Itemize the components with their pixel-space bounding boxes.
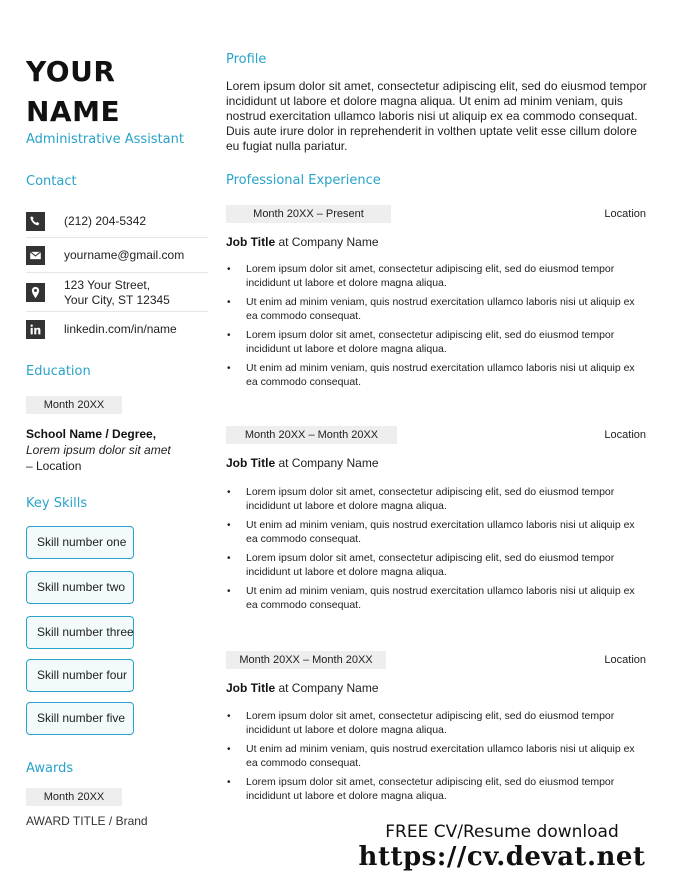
skill-tag: Skill number one <box>26 526 134 559</box>
list-item: • Ut enim ad minim veniam, quis nostrud exercitation ullamco laboris nisi ut aliquip ex ea commodo consequat. <box>226 362 648 389</box>
job-header <box>226 651 648 669</box>
job-title-line <box>226 456 379 470</box>
contact-address <box>26 274 208 312</box>
award-date: Month 20XX <box>26 788 122 806</box>
skill-tag: Skill number five <box>26 702 134 735</box>
contact-address-text <box>64 278 170 308</box>
job-company: at Company Name <box>275 681 379 695</box>
profile-heading: Profile <box>226 52 267 67</box>
education-entry <box>26 426 171 474</box>
candidate-name <box>26 52 120 132</box>
job-header <box>226 426 648 444</box>
skill-tag: Skill number two <box>26 571 134 604</box>
contact-phone-text: (212) 204-5342 <box>64 214 147 228</box>
watermark-caption: FREE CV/Resume download <box>385 822 619 842</box>
job-date: Month 20XX – Month 20XX <box>226 651 386 669</box>
job-title-line <box>226 681 379 695</box>
skill-tag: Skill number three <box>26 616 134 649</box>
email-icon <box>26 246 45 265</box>
phone-icon <box>26 212 45 231</box>
list-item: • Ut enim ad minim veniam, quis nostrud exercitation ullamco laboris nisi ut aliquip ex ea commodo consequat. <box>226 519 648 546</box>
name-line-2: NAME <box>26 95 121 128</box>
job-company: at Company Name <box>275 235 379 249</box>
job-location: Location <box>604 654 646 666</box>
school-name: School Name / Degree, <box>26 427 157 441</box>
watermark-url[interactable]: https://cv.devat.net <box>358 842 646 872</box>
job-title: Job Title <box>226 456 276 470</box>
contact-email <box>26 239 208 273</box>
skills-heading: Key Skills <box>26 496 88 511</box>
location-pin-icon <box>26 283 45 302</box>
job-location: Location <box>604 208 646 220</box>
profile-summary: Lorem ipsum dolor sit amet, consectetur adipiscing elit, sed do eiusmod tempor incididunt ut labore et dolore magna aliqua. Ut enim ad minim veniam, quis nostrud exercitation ullamco laboris nisi ut aliquip ex ea commodo consequat. Duis aute irure dolor in reprehenderit in volthen uptate velit esse cillum dolore eu fugiat nulla pariatur. <box>226 79 647 153</box>
education-heading: Education <box>26 364 91 379</box>
contact-linkedin <box>26 313 208 345</box>
list-item: • Ut enim ad minim veniam, quis nostrud exercitation ullamco laboris nisi ut aliquip ex ea commodo consequat. <box>226 585 648 612</box>
list-item: • Lorem ipsum dolor sit amet, consectetur adipiscing elit, sed do eiusmod tempor incididunt ut labore et dolore magna aliqua. <box>226 486 648 513</box>
job-title-line <box>226 235 379 249</box>
job-date: Month 20XX – Month 20XX <box>226 426 397 444</box>
job-bullets <box>226 263 648 395</box>
list-item: • Lorem ipsum dolor sit amet, consectetur adipiscing elit, sed do eiusmod tempor incididunt ut labore et dolore magna aliqua. <box>226 329 648 356</box>
job-header <box>226 205 648 223</box>
address-line-2: Your City, ST 12345 <box>64 292 170 307</box>
list-item: • Ut enim ad minim veniam, quis nostrud exercitation ullamco laboris nisi ut aliquip ex ea commodo consequat. <box>226 296 648 323</box>
job-date: Month 20XX – Present <box>226 205 391 223</box>
list-item: • Ut enim ad minim veniam, quis nostrud exercitation ullamco laboris nisi ut aliquip ex ea commodo consequat. <box>226 743 648 770</box>
job-title: Job Title <box>226 235 276 249</box>
awards-heading: Awards <box>26 761 74 776</box>
experience-heading: Professional Experience <box>226 173 381 188</box>
job-role: Administrative Assistant <box>26 132 184 147</box>
address-line-1: 123 Your Street, <box>64 277 151 292</box>
school-location: – Location <box>26 459 82 473</box>
school-description: Lorem ipsum dolor sit amet <box>26 443 171 457</box>
contact-linkedin-text: linkedin.com/in/name <box>64 321 177 336</box>
job-bullets <box>226 486 648 618</box>
job-bullets <box>226 710 648 809</box>
award-title: AWARD TITLE / Brand <box>26 814 148 828</box>
job-location: Location <box>604 429 646 441</box>
job-title: Job Title <box>226 681 276 695</box>
contact-heading: Contact <box>26 174 77 189</box>
linkedin-icon <box>26 320 45 339</box>
skill-tag: Skill number four <box>26 659 134 692</box>
contact-email-text: yourname@gmail.com <box>64 248 185 262</box>
list-item: • Lorem ipsum dolor sit amet, consectetur adipiscing elit, sed do eiusmod tempor incididunt ut labore et dolore magna aliqua. <box>226 776 648 803</box>
name-line-1: YOUR <box>26 55 116 88</box>
job-company: at Company Name <box>275 456 379 470</box>
education-date: Month 20XX <box>26 396 122 414</box>
list-item: • Lorem ipsum dolor sit amet, consectetur adipiscing elit, sed do eiusmod tempor incididunt ut labore et dolore magna aliqua. <box>226 263 648 290</box>
list-item: • Lorem ipsum dolor sit amet, consectetur adipiscing elit, sed do eiusmod tempor incididunt ut labore et dolore magna aliqua. <box>226 710 648 737</box>
list-item: • Lorem ipsum dolor sit amet, consectetur adipiscing elit, sed do eiusmod tempor incididunt ut labore et dolore magna aliqua. <box>226 552 648 579</box>
contact-phone <box>26 206 208 238</box>
